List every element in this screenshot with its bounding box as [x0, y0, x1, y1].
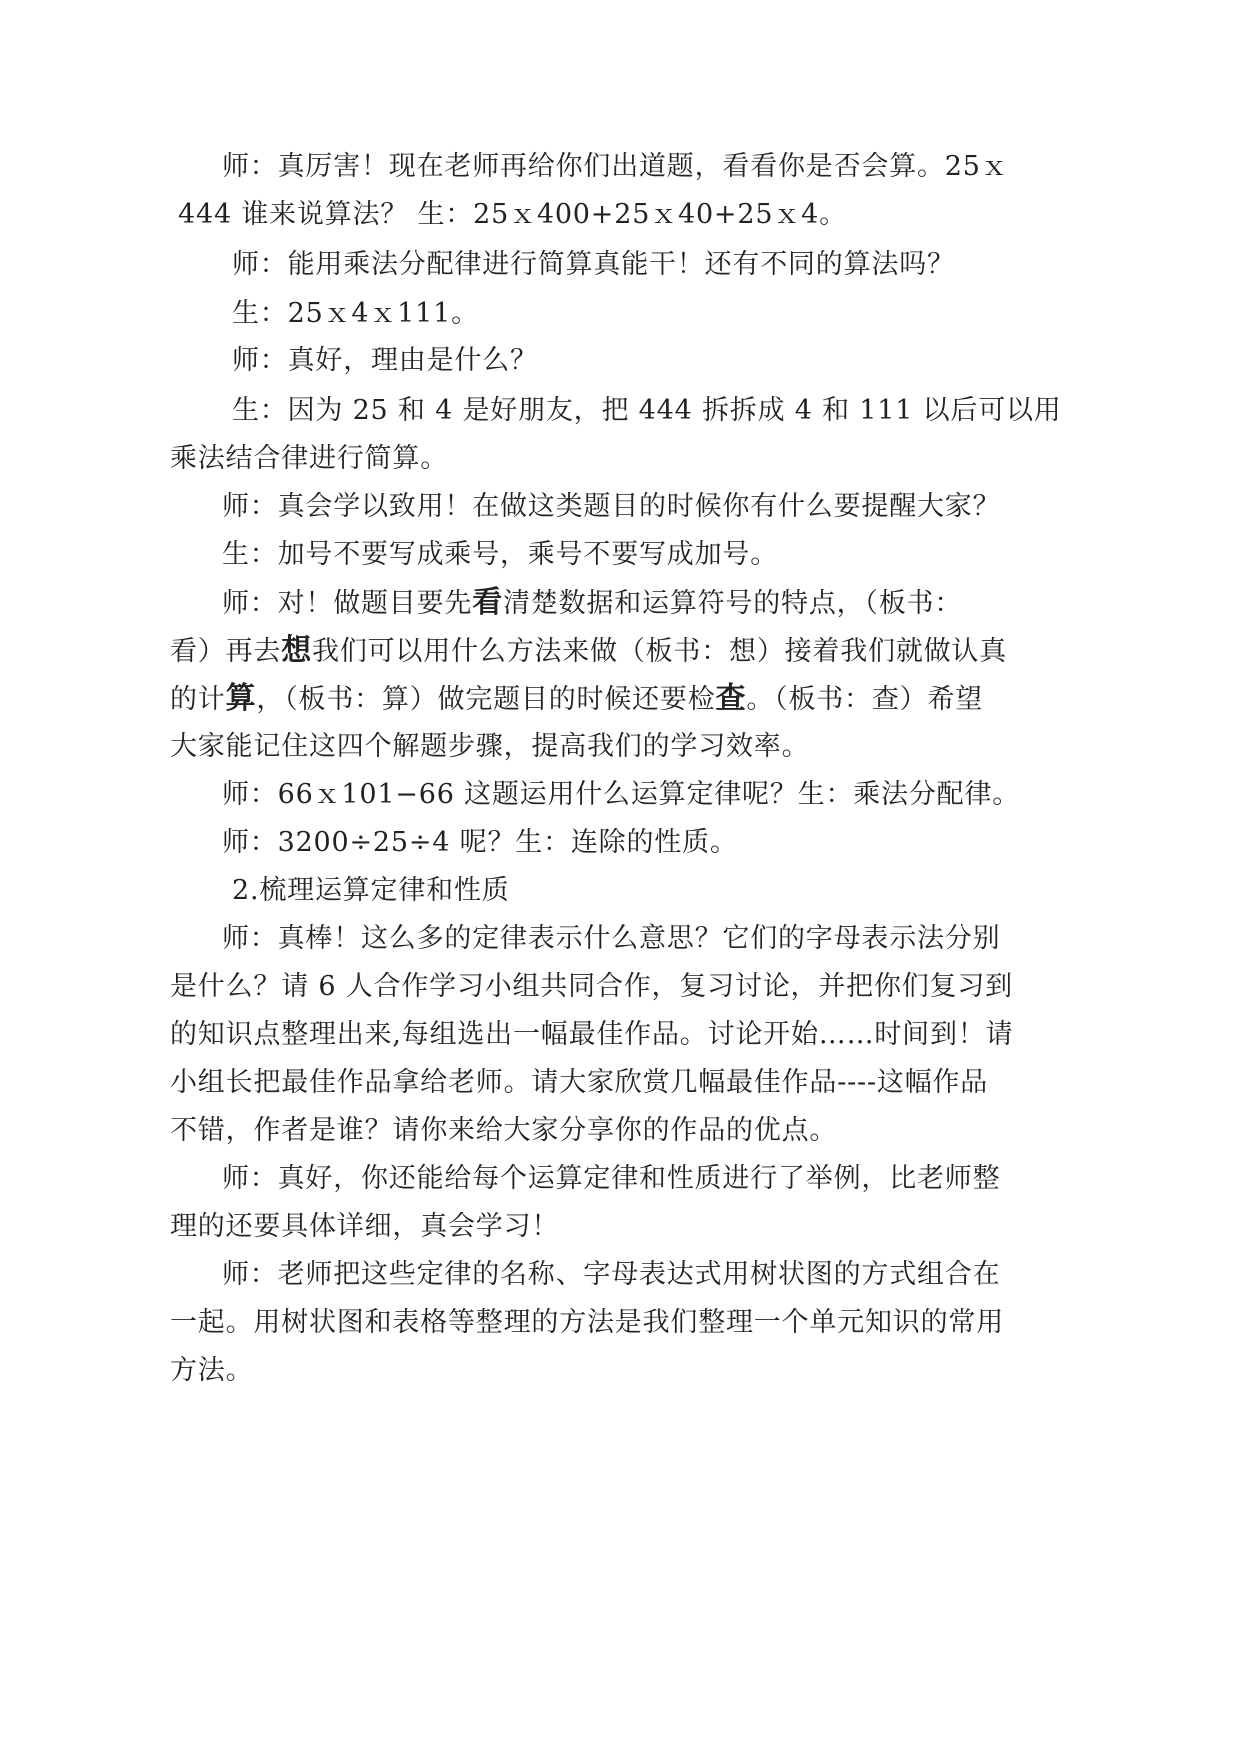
text-segment: 清楚数据和运算符号的特点，（板书： — [503, 588, 963, 619]
text-segment: ，（板书：算）做完题目的时候还要检 — [256, 684, 716, 715]
section-heading: 2.梳理运算定律和性质 — [232, 875, 510, 906]
text-line-9: 生：加号不要写成乘号，乘号不要写成加号。 — [222, 539, 778, 570]
text-line-26: 方法。 — [170, 1355, 254, 1386]
text-line-15: 师：3200÷25÷4 呢？生：连除的性质。 — [222, 827, 738, 858]
text-line-11 — [170, 634, 1007, 669]
bold-word-kan: 看 — [472, 585, 504, 620]
text-line-14: 师：66ｘ101−66 这题运用什么运算定律呢？生：乘法分配律。 — [222, 779, 1021, 810]
text-line-8: 师：真会学以致用！在做这类题目的时候你有什么要提醒大家？ — [222, 491, 1001, 522]
bold-word-suan: 算 — [225, 681, 257, 716]
text-line-18: 是什么？请 6 人合作学习小组共同合作，复习讨论，并把你们复习到 — [170, 971, 1013, 1002]
text-line-1: 师：真厉害！现在老师再给你们出道题，看看你是否会算。25ｘ — [222, 151, 1009, 182]
text-segment: 的计 — [170, 684, 226, 715]
text-segment: 看）再去 — [170, 636, 282, 667]
bold-word-xiang: 想 — [281, 633, 313, 668]
text-line-25: 一起。用树状图和表格等整理的方法是我们整理一个单元知识的常用 — [170, 1307, 1004, 1338]
text-line-20: 小组长把最佳作品拿给老师。请大家欣赏几幅最佳作品----这幅作品 — [170, 1067, 989, 1098]
text-line-24: 师：老师把这些定律的名称、字母表达式用树状图的方式组合在 — [222, 1259, 1001, 1290]
text-line-19: 的知识点整理出来,每组选出一幅最佳作品。讨论开始……时间到！请 — [170, 1019, 1014, 1050]
text-line-6: 生：因为 25 和 4 是好朋友，把 444 拆拆成 4 和 111 以后可以用 — [232, 395, 1062, 426]
text-line-13: 大家能记住这四个解题步骤，提高我们的学习效率。 — [170, 731, 810, 762]
text-line-10 — [222, 586, 962, 621]
text-line-22: 师：真好，你还能给每个运算定律和性质进行了举例，比老师整 — [222, 1163, 1001, 1194]
text-line-12 — [170, 682, 983, 717]
text-line-5: 师：真好，理由是什么？ — [232, 345, 538, 376]
text-line-21: 不错，作者是谁？请你来给大家分享你的作品的优点。 — [170, 1115, 838, 1146]
text-line-7: 乘法结合律进行简算。 — [170, 443, 448, 474]
text-line-17: 师：真棒！这么多的定律表示什么意思？它们的字母表示法分别 — [222, 923, 1001, 954]
bold-word-cha: 查 — [715, 681, 747, 716]
text-segment: 师：对！做题目要先 — [222, 588, 473, 619]
text-line-4: 生：25ｘ4ｘ111。 — [232, 298, 479, 329]
text-line-23: 理的还要具体详细，真会学习！ — [170, 1211, 560, 1242]
text-segment: 我们可以用什么方法来做（板书：想）接着我们就做认真 — [312, 636, 1008, 667]
text-line-3: 师：能用乘法分配律进行简算真能干！还有不同的算法吗？ — [232, 249, 955, 280]
text-line-2: 444 谁来说算法？ 生：25ｘ400+25ｘ40+25ｘ4。 — [178, 199, 847, 230]
text-segment: 。（板书：查）希望 — [746, 684, 984, 715]
